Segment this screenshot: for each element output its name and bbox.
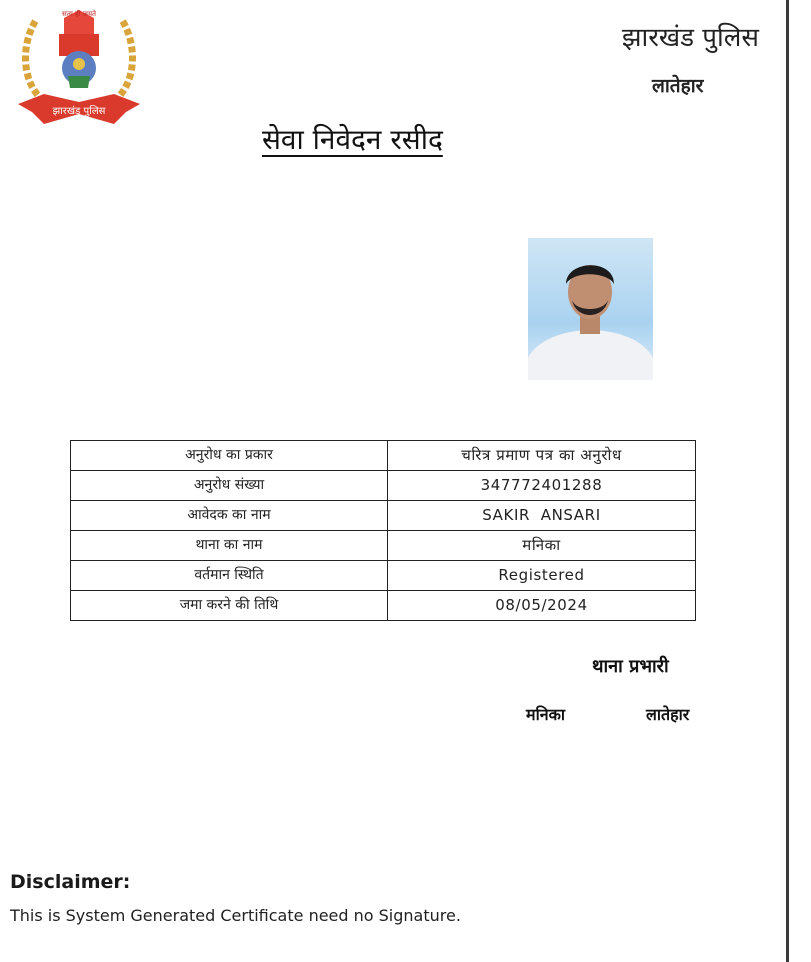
disclaimer-text: This is System Generated Certificate need no Signature. <box>10 906 461 925</box>
value-submission-date: 08/05/2024 <box>388 591 696 621</box>
organization-name: झारखंड पुलिस <box>621 23 759 53</box>
label-request-number: अनुरोध संख्या <box>71 471 388 501</box>
disclaimer-heading: Disclaimer: <box>10 871 131 893</box>
table-row <box>71 441 696 471</box>
label-police-station: थाना का नाम <box>71 531 388 561</box>
officer-district: लातेहार <box>646 705 690 724</box>
value-request-number: 347772401288 <box>388 471 696 501</box>
jharkhand-police-logo <box>14 6 144 128</box>
officer-station: मनिका <box>526 705 566 724</box>
table-row <box>71 471 696 501</box>
officer-designation: थाना प्रभारी <box>592 656 669 677</box>
label-request-type: अनुरोध का प्रकार <box>71 441 388 471</box>
value-police-station: मनिका <box>388 531 696 561</box>
label-submission-date: जमा करने की तिथि <box>71 591 388 621</box>
applicant-photo <box>528 238 653 380</box>
receipt-title: सेवा निवेदन रसीद <box>262 123 443 156</box>
value-current-status: Registered <box>388 561 696 591</box>
table-row <box>71 561 696 591</box>
label-current-status: वर्तमान स्थिति <box>71 561 388 591</box>
table-row <box>71 531 696 561</box>
svg-text:सत्य ही जयते: सत्य ही जयते <box>61 10 97 18</box>
table-row <box>71 591 696 621</box>
value-request-type: चरित्र प्रमाण पत्र का अनुरोध <box>388 441 696 471</box>
district-name: लातेहार <box>652 75 704 97</box>
table-row <box>71 501 696 531</box>
svg-text:झारखंड पुलिस: झारखंड पुलिस <box>52 106 106 117</box>
label-applicant-name: आवेदक का नाम <box>71 501 388 531</box>
request-details-table <box>70 440 696 621</box>
page-border <box>786 0 789 962</box>
value-applicant-name: SAKIR ANSARI <box>388 501 696 531</box>
